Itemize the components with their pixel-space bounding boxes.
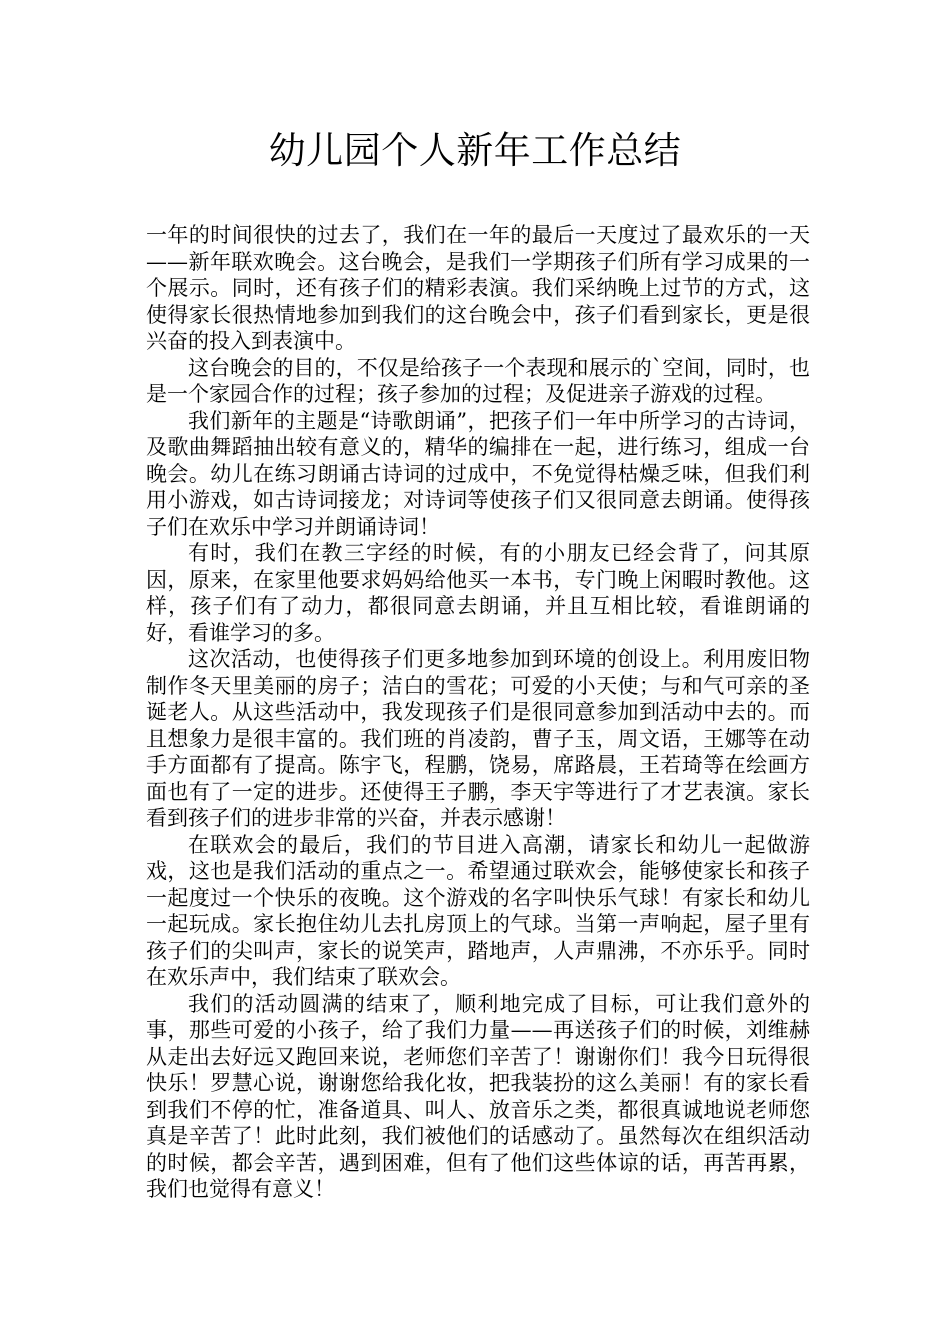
paragraph-4: 有时，我们在教三字经的时候，有的小朋友已经会背了，问其原因，原来，在家里他要求妈妈给他买一本书，专门晚上闲暇时教他。这样，孩子们有了动力，都很同意去朗诵，并且互相比较，看谁朗诵的好，看谁学习的多。: [146, 541, 810, 645]
document-body: [146, 222, 810, 1203]
paragraph-6: 在联欢会的最后，我们的节目进入高潮，请家长和幼儿一起做游戏，这也是我们活动的重点之一。希望通过联欢会，能够使家长和孩子一起度过一个快乐的夜晚。这个游戏的名字叫快乐气球！有家长和幼儿一起玩成。家长抱住幼儿去扎房顶上的气球。当第一声响起，屋子里有孩子们的尖叫声，家长的说笑声，踏地声，人声鼎沸，不亦乐乎。同时在欢乐声中，我们结束了联欢会。: [146, 832, 810, 989]
document-title: 幼儿园个人新年工作总结: [268, 129, 682, 172]
paragraph-2: 这台晚会的目的，不仅是给孩子一个表现和展示的`空间，同时，也是一个家园合作的过程；孩子参加的过程；及促进亲子游戏的过程。: [146, 355, 810, 406]
paragraph-5: 这次活动，也使得孩子们更多地参加到环境的创设上。利用废旧物制作冬天里美丽的房子；洁白的雪花；可爱的小天使；与和气可亲的圣诞老人。从这些活动中，我发现孩子们是很同意参加到活动中去的。而且想象力是很丰富的。我们班的肖凌韵，曹子玉，周文语，王娜等在动手方面都有了提高。陈宇飞，程鹏，饶易，席路晨，王若琦等在绘画方面也有了一定的进步。还使得王子鹏，李天宇等进行了才艺表演。家长看到孩子们的进步非常的兴奋，并表示感谢！: [146, 647, 810, 830]
paragraph-7: 我们的活动圆满的结束了，顺利地完成了目标，可让我们意外的事，那些可爱的小孩子，给了我们力量——再送孩子们的时候，刘维赫从走出去好远又跑回来说，老师您们辛苦了！谢谢你们！我今日玩得很快乐！罗慧心说，谢谢您给我化妆，把我装扮的这么美丽！有的家长看到我们不停的忙，准备道具、叫人、放音乐之类，都很真诚地说老师您真是辛苦了！此时此刻，我们被他们的话感动了。虽然每次在组织活动的时候，都会辛苦，遇到困难，但有了他们这些体谅的话，再苦再累，我们也觉得有意义！: [146, 991, 810, 1201]
paragraph-3: 我们新年的主题是“诗歌朗诵”，把孩子们一年中所学习的古诗词，及歌曲舞蹈抽出较有意义的，精华的编排在一起，进行练习，组成一台晚会。幼儿在练习朗诵古诗词的过成中，不免觉得枯燥乏味，但我们利用小游戏，如古诗词接龙；对诗词等使孩子们又很同意去朗诵。使得孩子们在欢乐中学习并朗诵诗词！: [146, 408, 810, 539]
paragraph-1: 一年的时间很快的过去了，我们在一年的最后一天度过了最欢乐的一天——新年联欢晚会。这台晚会，是我们一学期孩子们所有学习成果的一个展示。同时，还有孩子们的精彩表演。我们采纳晚上过节的方式，这使得家长很热情地参加到我们的这台晚会中，孩子们看到家长，更是很兴奋的投入到表演中。: [146, 223, 810, 353]
